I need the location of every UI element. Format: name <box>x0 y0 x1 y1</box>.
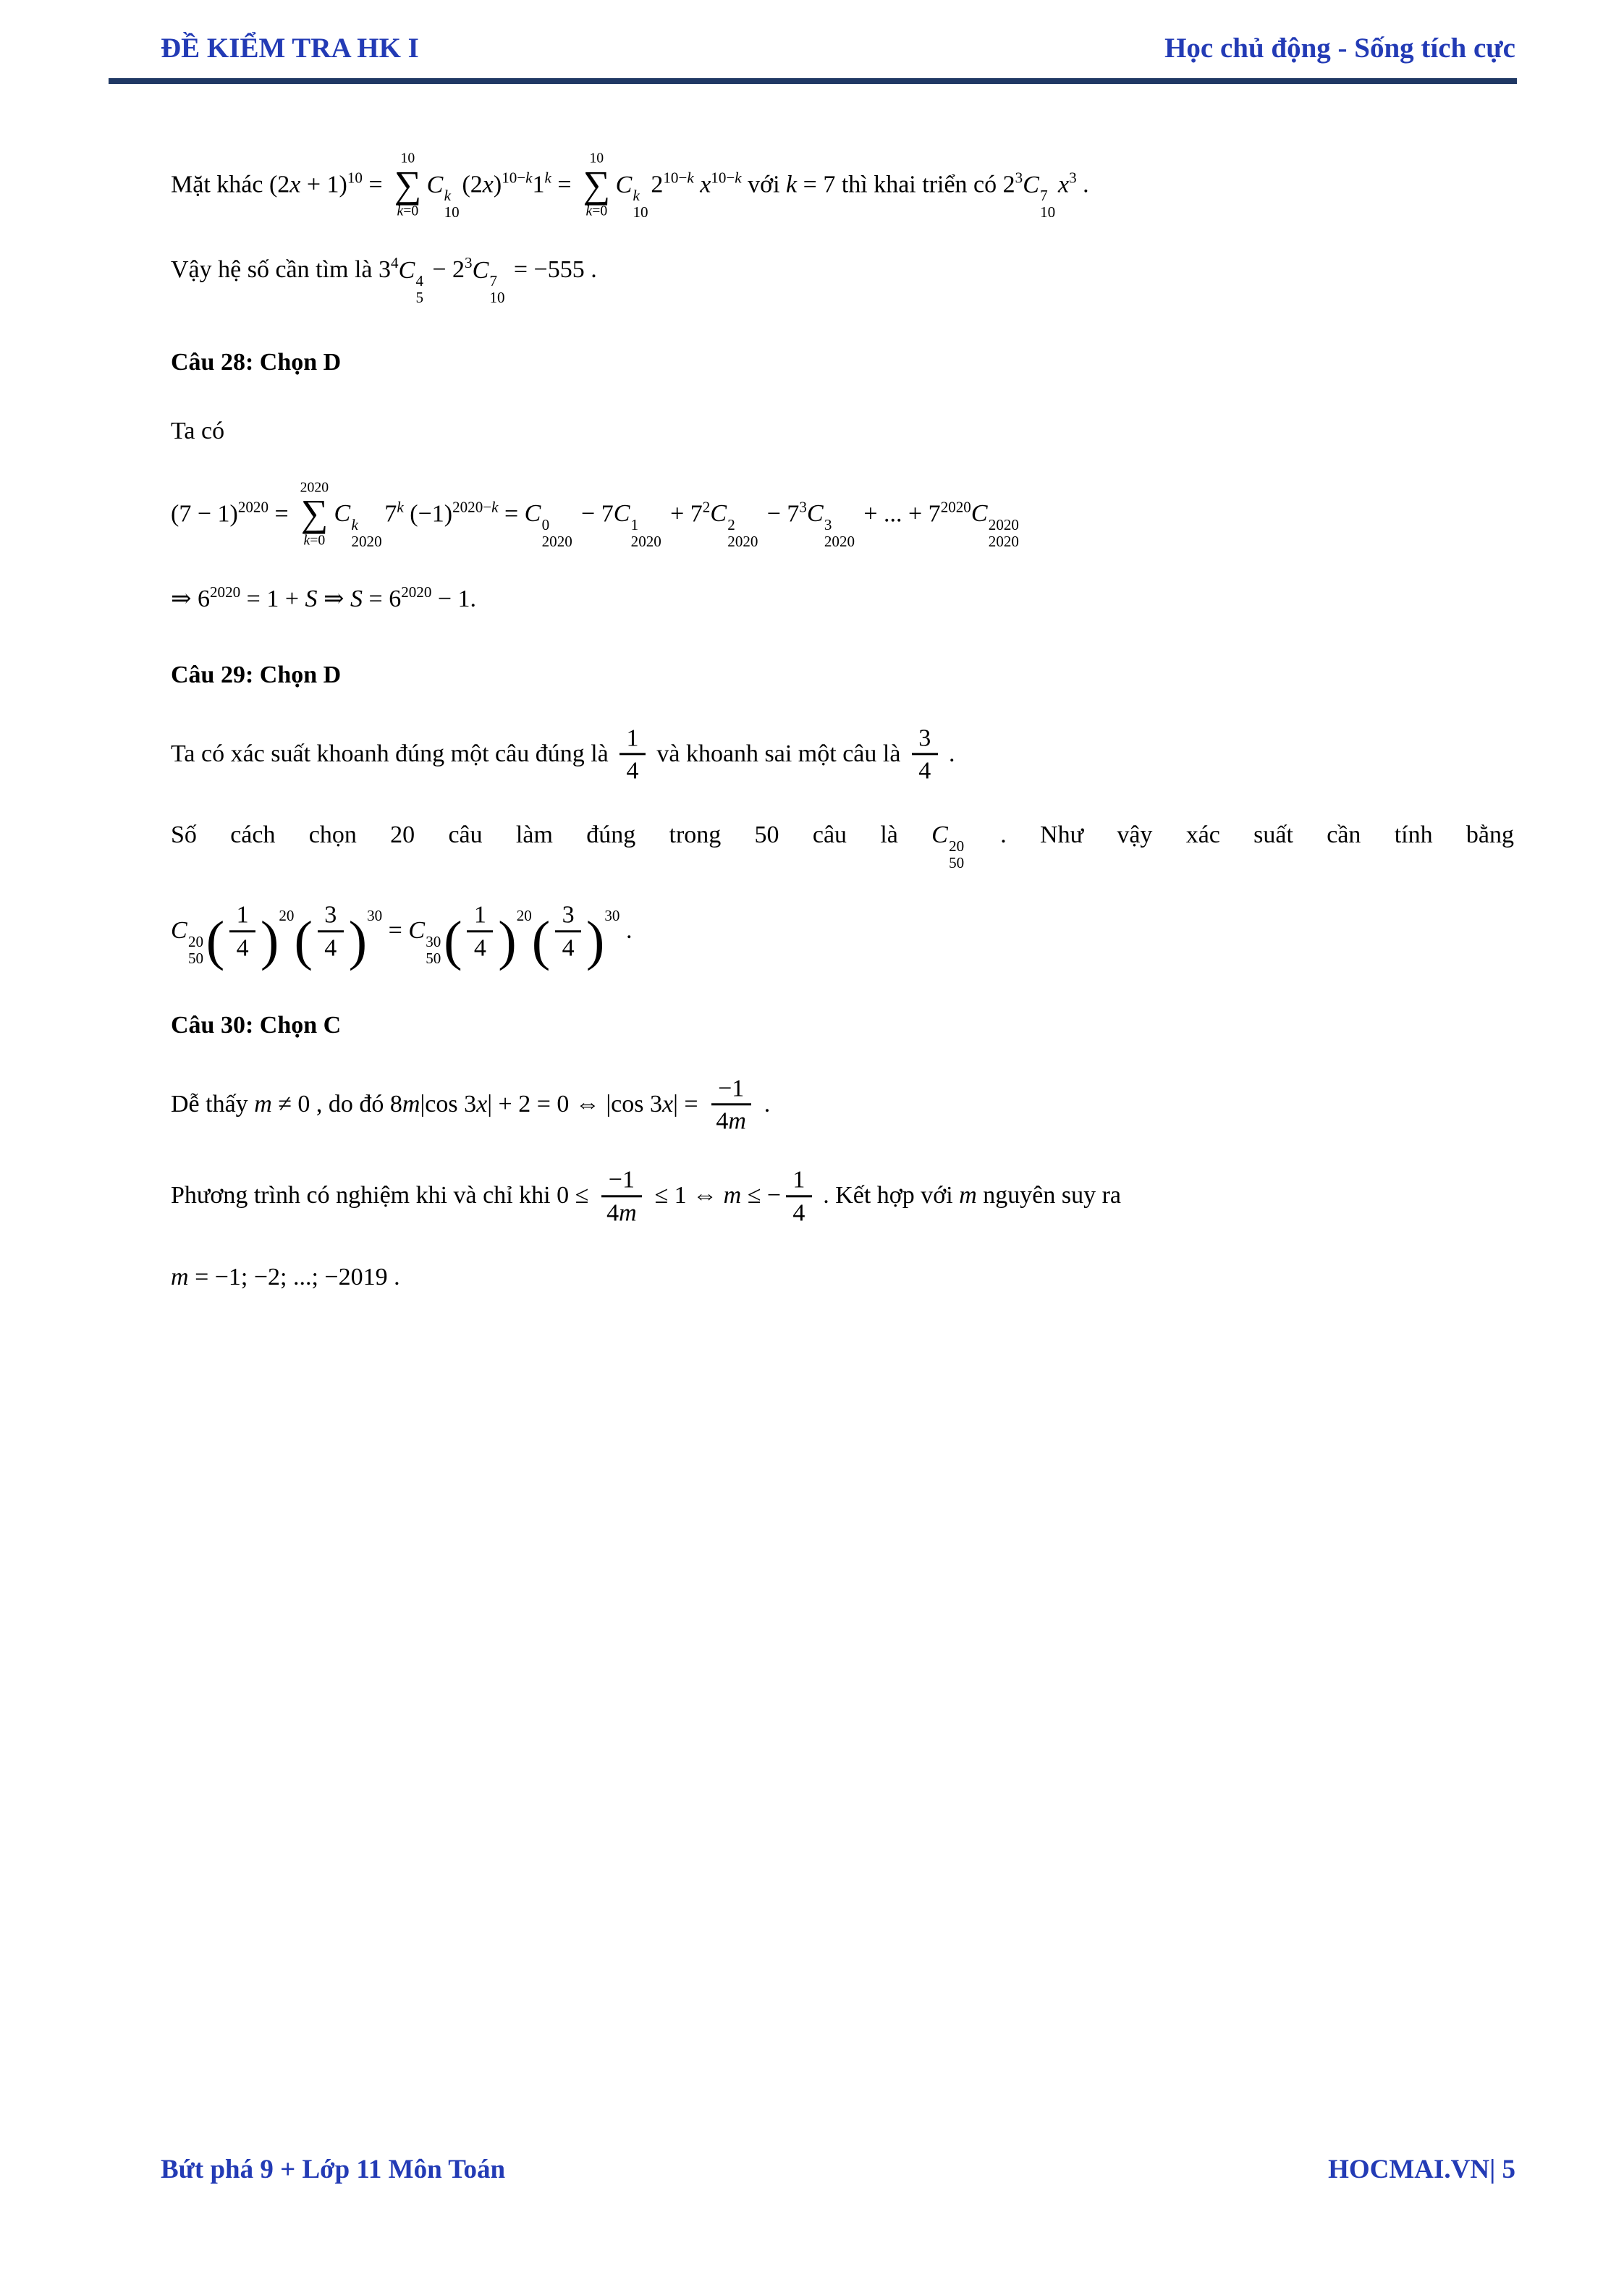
fraction-denominator: 4 <box>626 757 639 785</box>
footer-course-label: Bứt phá 9 + Lớp 11 Môn Toán <box>161 2155 506 2184</box>
fraction-denominator: 4 <box>473 934 486 961</box>
math-text: = −555 . <box>507 256 597 284</box>
combination-symbol: C <box>426 171 444 198</box>
math-text: nguyên suy ra <box>976 1182 1121 1209</box>
footer-site-page-number: HOCMAI.VN| 5 <box>1328 2155 1515 2184</box>
combination-symbol: C <box>408 917 426 945</box>
math-text: = <box>498 500 525 528</box>
binomial-coefficient <box>613 500 664 551</box>
exponent: 30 <box>367 907 383 925</box>
combination-symbol: C <box>472 256 489 284</box>
big-paren: ( <box>206 910 225 972</box>
math-expression: S <box>350 586 363 613</box>
sup-sub-stack: 2020 2020 <box>988 515 1019 551</box>
math-expression: m <box>254 1090 272 1117</box>
sup-sub-stack: k 2020 <box>351 515 382 551</box>
combination-symbol: C <box>970 500 988 528</box>
fraction <box>467 901 493 963</box>
math-paragraph <box>171 152 1514 221</box>
superscript: 2020 <box>210 583 241 601</box>
fraction-numerator: −1 <box>711 1074 751 1105</box>
big-paren: ) <box>348 910 368 972</box>
math-expression: m <box>402 1090 420 1117</box>
fraction-numerator: −1 <box>601 1165 641 1196</box>
superscript: 2020 <box>940 498 971 516</box>
combination-symbol: C <box>806 500 824 528</box>
superscript: 3 <box>1015 169 1023 187</box>
fraction <box>709 1074 753 1136</box>
math-paragraph <box>171 725 1514 787</box>
math-text: − 7 <box>761 500 800 528</box>
math-text: 2 <box>651 171 664 198</box>
math-expression: x <box>662 1090 674 1117</box>
binomial-coefficient <box>472 256 508 307</box>
superscript: 2 <box>702 498 711 516</box>
combination-symbol: C <box>334 500 351 528</box>
sup-sub-stack: 20 50 <box>949 837 965 872</box>
sup-sub-stack: k 10 <box>633 187 648 221</box>
math-expression: m <box>171 1263 189 1290</box>
math-text: ⇒ 6 <box>171 586 210 613</box>
math-expression: x <box>1058 171 1070 198</box>
summation <box>394 150 422 219</box>
combination-symbol: C <box>171 917 187 945</box>
math-paragraph <box>171 481 1514 550</box>
math-text: = −1; −2; ...; −2019 . <box>188 1263 400 1290</box>
sigma-symbol: ∑ <box>300 492 329 535</box>
math-text: + 7 <box>664 500 703 528</box>
superscript: 10−k <box>663 169 694 187</box>
sigma-symbol: ∑ <box>394 163 422 206</box>
binomial-coefficient <box>334 500 385 551</box>
superscript: 3 <box>799 498 807 516</box>
math-paragraph <box>171 1076 1514 1137</box>
combination-symbol: C <box>615 171 633 198</box>
binomial-coefficient <box>931 821 967 872</box>
math-text: với <box>741 171 787 198</box>
math-text: Ta có <box>171 418 225 445</box>
math-text: = <box>551 171 578 198</box>
math-text: . Như vậy xác suất cần tính bằng <box>966 821 1514 849</box>
math-text: và khoanh sai một câu là <box>650 740 907 767</box>
summation <box>300 479 329 548</box>
math-expression: S <box>305 586 318 613</box>
math-text: − 2 <box>426 256 465 284</box>
math-text: = <box>382 917 409 945</box>
superscript: 2020 <box>237 498 268 516</box>
fraction-denominator: 4m <box>716 1107 746 1135</box>
superscript: 10−k <box>711 169 742 187</box>
math-paragraph <box>171 1167 1514 1228</box>
fraction-numerator: 3 <box>555 901 581 932</box>
sigma-symbol: ∑ <box>583 163 611 206</box>
math-expression: m <box>723 1182 742 1209</box>
superscript: 3 <box>1069 169 1077 187</box>
math-text: + ... + 7 <box>857 500 941 528</box>
sup-sub-stack: 4 5 <box>415 272 424 307</box>
combination-symbol: C <box>524 500 541 528</box>
math-expression: (2x) <box>462 171 502 198</box>
fraction <box>619 724 646 785</box>
sup-sub-stack: 2 2020 <box>727 515 758 551</box>
superscript: 3 <box>465 254 473 272</box>
binomial-coefficient <box>171 917 206 968</box>
math-text: 1 <box>532 171 545 198</box>
math-text: . <box>619 917 633 945</box>
big-paren: ( <box>444 910 462 972</box>
math-text: | + 2 = 0 ⇔ |cos 3 <box>487 1090 663 1117</box>
math-text: − 7 <box>575 500 614 528</box>
superscript: 2020−k <box>452 498 499 516</box>
fraction-numerator: 1 <box>786 1165 812 1196</box>
math-text: | = <box>673 1090 705 1117</box>
fraction <box>318 901 344 963</box>
fraction-denominator: 4m <box>606 1199 637 1226</box>
math-expression: x <box>700 171 711 198</box>
combination-symbol: C <box>931 821 948 849</box>
big-paren: ) <box>498 910 517 972</box>
math-expression: m <box>959 1182 977 1209</box>
fraction-numerator: 3 <box>318 901 344 932</box>
binomial-coefficient <box>1023 171 1058 221</box>
fraction-numerator: 1 <box>619 724 646 755</box>
section-heading: Câu 28: Chọn D <box>171 349 342 376</box>
exponent: 20 <box>279 907 295 925</box>
combination-symbol: C <box>398 256 415 284</box>
fraction-denominator: 4 <box>918 757 931 785</box>
math-text: . Kết hợp với <box>816 1182 960 1209</box>
page-footer <box>161 2154 1515 2185</box>
math-text: Phương trình có nghiệm khi và chỉ khi 0 ≤ <box>171 1182 595 1209</box>
binomial-coefficient <box>806 500 858 551</box>
summation-lower-limit: k=0 <box>397 203 419 219</box>
math-paragraph <box>171 1259 1514 1297</box>
exponent: 20 <box>516 907 532 925</box>
binomial-coefficient <box>710 500 761 551</box>
sup-sub-stack: 1 2020 <box>630 515 661 551</box>
math-text: Vậy hệ số cần tìm là 3 <box>171 256 392 284</box>
big-paren: ( <box>531 910 551 972</box>
binomial-coefficient <box>615 171 651 221</box>
superscript: 4 <box>391 254 399 272</box>
binomial-coefficient <box>426 171 462 221</box>
math-text: 7 <box>384 500 397 528</box>
math-text: = 7 thì khai triển có 2 <box>797 171 1015 198</box>
math-text: ≠ 0 , do đó 8 <box>271 1090 402 1117</box>
math-paragraph <box>171 251 1514 306</box>
math-expression: k <box>786 171 798 198</box>
math-text: ⇒ <box>317 586 351 613</box>
math-text: = 1 + <box>240 586 305 613</box>
math-expression: x <box>476 1090 488 1117</box>
sup-sub-stack: 7 10 <box>1040 187 1056 221</box>
math-paragraph <box>171 901 1514 972</box>
superscript: 2020 <box>401 583 432 601</box>
fraction-denominator: 4 <box>236 934 249 961</box>
binomial-coefficient <box>970 500 1022 551</box>
math-expression: (7 − 1) <box>171 500 238 528</box>
math-expression: (−1) <box>403 500 453 528</box>
summation-upper-limit: 2020 <box>300 479 329 496</box>
summation-upper-limit: 10 <box>400 150 415 166</box>
combination-symbol: C <box>613 500 630 528</box>
big-paren: ) <box>260 910 279 972</box>
binomial-coefficient <box>408 917 444 968</box>
summation-lower-limit: k=0 <box>303 531 326 548</box>
math-text: . <box>1076 171 1089 198</box>
summation-lower-limit: k=0 <box>585 203 608 219</box>
fraction-numerator: 1 <box>229 901 255 932</box>
math-text: ≤ − <box>741 1182 782 1209</box>
section-heading: Câu 30: Chọn C <box>171 1011 342 1039</box>
sup-sub-stack: 0 2020 <box>541 515 572 551</box>
math-text: Ta có xác suất khoanh đúng một câu đúng là <box>171 740 615 767</box>
fraction <box>555 901 581 963</box>
page-header <box>161 32 1515 64</box>
big-paren: ( <box>294 910 313 972</box>
fraction-denominator: 4 <box>324 934 337 961</box>
superscript: 10 <box>347 169 363 187</box>
math-text: = 6 <box>363 586 402 613</box>
fraction-numerator: 3 <box>912 724 938 755</box>
document-content <box>171 152 1514 1327</box>
math-text: − 1. <box>431 586 477 613</box>
combination-symbol: C <box>1023 171 1039 198</box>
header-title: ĐỀ KIỂM TRA HK I <box>161 33 419 64</box>
math-paragraph <box>171 816 1514 871</box>
summation-upper-limit: 10 <box>589 150 604 166</box>
combination-symbol: C <box>710 500 727 528</box>
math-text: Dễ thấy <box>171 1090 255 1117</box>
sup-sub-stack: 20 50 <box>187 932 204 968</box>
superscript: 10−k <box>502 169 533 187</box>
fraction <box>786 1165 812 1227</box>
header-slogan: Học chủ động - Sống tích cực <box>1164 33 1515 64</box>
sup-sub-stack: k 10 <box>444 187 460 221</box>
math-text: ≤ 1 ⇔ <box>648 1182 724 1209</box>
fraction-denominator: 4 <box>562 934 575 961</box>
superscript: k <box>544 169 551 187</box>
fraction <box>600 1165 644 1227</box>
big-paren: ) <box>585 910 605 972</box>
sup-sub-stack: 3 2020 <box>824 515 855 551</box>
math-text: Số cách chọn 20 câu làm đúng trong 50 câu là <box>171 821 932 849</box>
fraction <box>229 901 255 963</box>
math-text: Mặt khác <box>171 171 269 198</box>
superscript: k <box>397 498 404 516</box>
math-paragraph <box>171 413 1514 451</box>
sup-sub-stack: 30 50 <box>426 932 441 968</box>
math-expression: (2x + 1) <box>268 171 347 198</box>
header-divider <box>109 78 1517 84</box>
math-text: . <box>758 1090 771 1117</box>
math-paragraph <box>171 580 1514 619</box>
math-text: = <box>268 500 295 528</box>
math-text: . <box>942 740 955 767</box>
sup-sub-stack: 7 10 <box>489 272 505 307</box>
binomial-coefficient <box>398 256 426 307</box>
math-text: |cos 3 <box>420 1090 477 1117</box>
fraction-numerator: 1 <box>467 901 493 932</box>
exponent: 30 <box>604 907 620 925</box>
summation <box>583 150 611 219</box>
fraction <box>912 724 938 785</box>
math-text: = <box>362 171 389 198</box>
binomial-coefficient <box>524 500 575 551</box>
fraction-denominator: 4 <box>792 1199 805 1226</box>
section-heading: Câu 29: Chọn D <box>171 662 342 688</box>
